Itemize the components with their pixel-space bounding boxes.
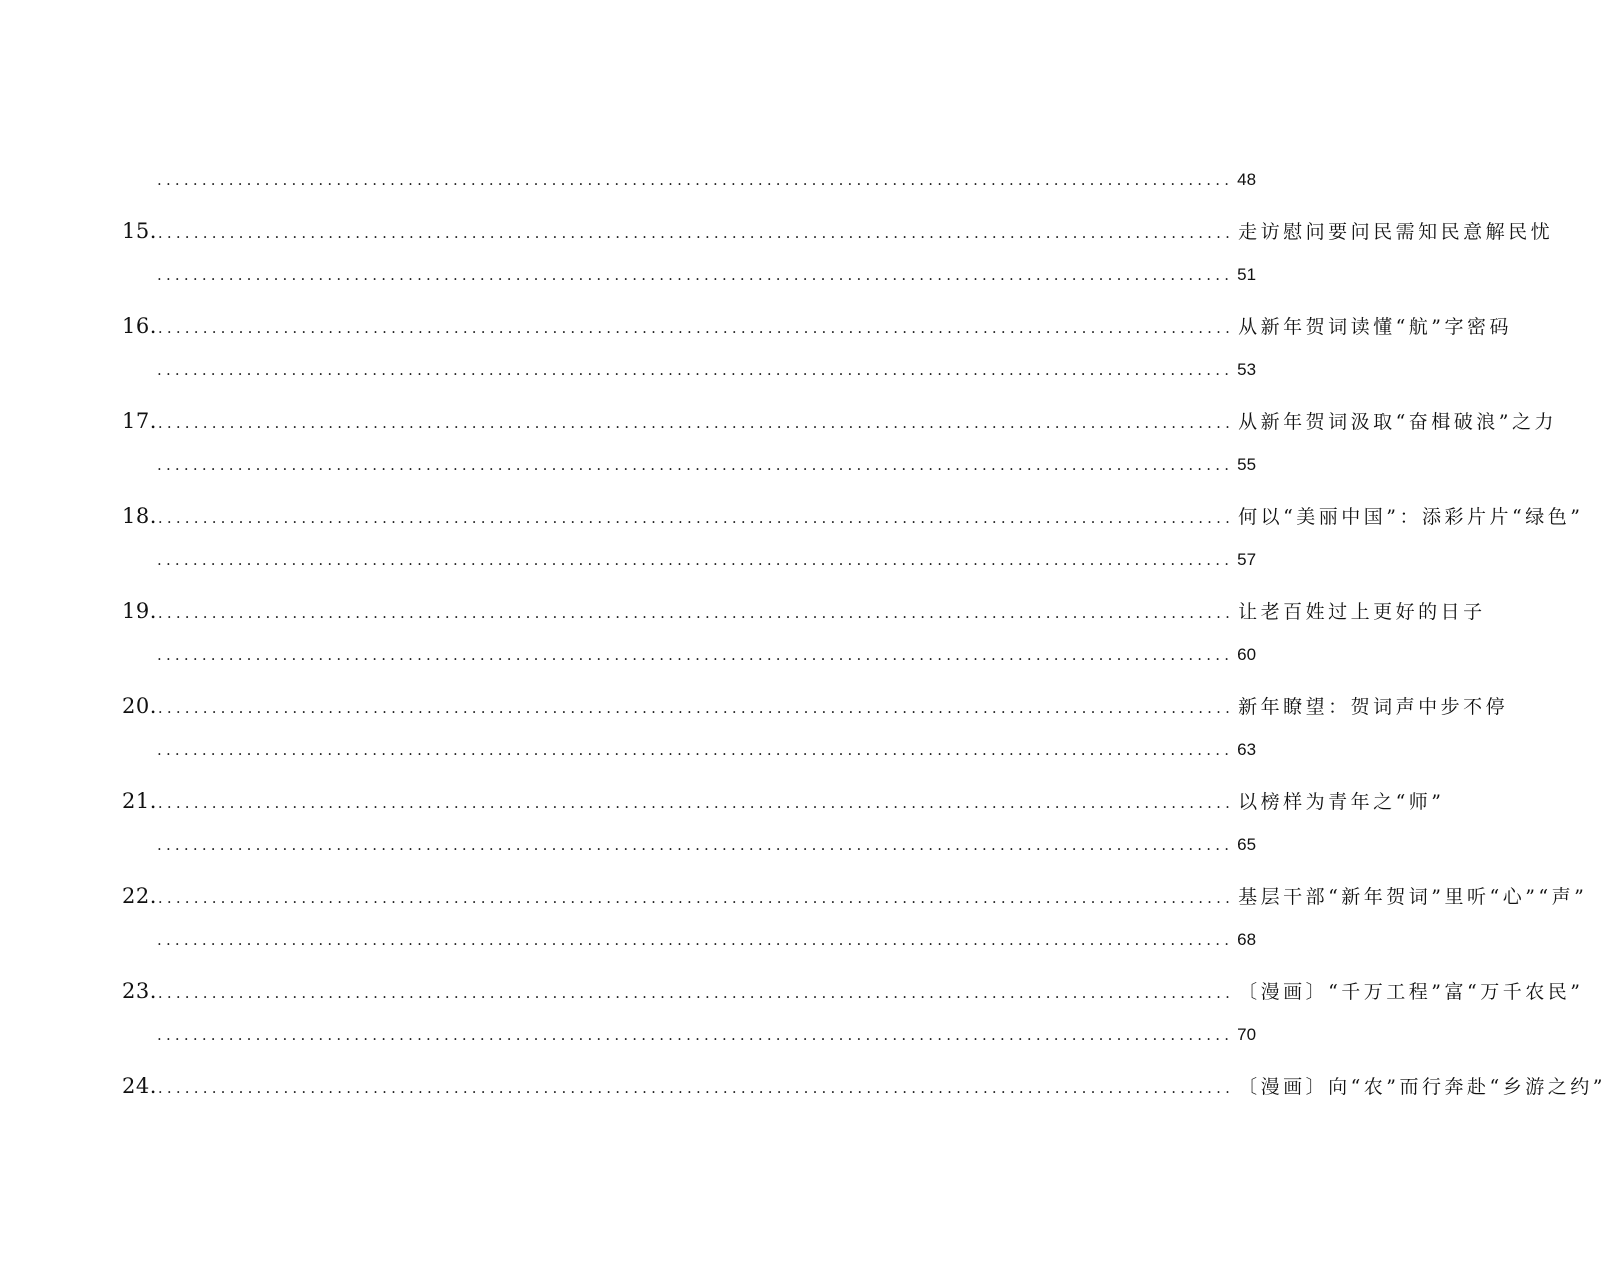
toc-entry-title: 基层干部“新年贺词”里听“心”“声” <box>1238 886 1588 908</box>
toc-entry-number: 21. <box>122 789 157 813</box>
toc-entry-title: 从新年贺词读懂“航”字密码 <box>1238 316 1513 338</box>
toc-entry-number: 20. <box>122 694 157 718</box>
toc-entry-number: 15. <box>122 219 157 243</box>
toc-page-number: 53 <box>1237 360 1257 379</box>
toc-page-line <box>122 930 1257 964</box>
toc-entry-22[interactable] <box>122 882 1588 916</box>
toc-entry-title: 以榜样为青年之“师” <box>1238 791 1445 813</box>
toc-entry-16[interactable] <box>122 312 1513 346</box>
toc-entry-title: 从新年贺词汲取“奋楫破浪”之力 <box>1238 411 1558 433</box>
toc-page-number: 60 <box>1237 645 1257 664</box>
dot-leader: ........................................................................................................................ <box>157 1026 1234 1044</box>
dot-leader: ........................................................................................................................ <box>157 414 1235 432</box>
dot-leader: ........................................................................................................................ <box>157 889 1235 907</box>
toc-entry-23[interactable] <box>122 977 1584 1011</box>
toc-entry-number: 19. <box>122 599 157 623</box>
toc-page-line <box>122 360 1257 394</box>
toc-page-number: 55 <box>1237 455 1257 474</box>
dot-leader: ........................................................................................................................ <box>157 741 1234 759</box>
toc-page-number: 51 <box>1237 265 1257 284</box>
toc-entry-title: 何以“美丽中国”：添彩片片“绿色” <box>1238 506 1584 528</box>
toc-page-number: 70 <box>1237 1025 1257 1044</box>
dot-leader: ........................................................................................................................ <box>157 456 1234 474</box>
toc-page-line <box>122 645 1257 679</box>
toc-entry-21[interactable] <box>122 787 1445 821</box>
toc-entry-title: 〔漫画〕“千万工程”富“万千农民” <box>1238 981 1584 1003</box>
toc-entry-title: 走访慰问要问民需知民意解民忧 <box>1238 221 1554 243</box>
toc-page-line <box>122 740 1257 774</box>
dot-leader: ........................................................................................................................ <box>157 646 1234 664</box>
toc-page-line <box>122 265 1257 299</box>
toc-entry-17[interactable] <box>122 407 1558 441</box>
toc-page-number: 57 <box>1237 550 1257 569</box>
toc-entry-15[interactable] <box>122 217 1554 251</box>
dot-leader: ........................................................................................................................ <box>157 319 1235 337</box>
dot-leader: ........................................................................................................................ <box>157 984 1235 1002</box>
toc-entry-20[interactable] <box>122 692 1509 726</box>
toc-page-number: 48 <box>1237 170 1257 189</box>
dot-leader: ........................................................................................................................ <box>157 1079 1235 1097</box>
dot-leader: ........................................................................................................................ <box>157 931 1234 949</box>
toc-entry-number: 22. <box>122 884 157 908</box>
toc-entry-number: 17. <box>122 409 157 433</box>
toc-page-line <box>122 835 1257 869</box>
toc-entry-number: 16. <box>122 314 157 338</box>
toc-entry-title: 让老百姓过上更好的日子 <box>1238 601 1486 623</box>
toc-entry-number: 18. <box>122 504 157 528</box>
dot-leader: ........................................................................................................................ <box>157 266 1234 284</box>
toc-entry-24[interactable] <box>122 1072 1606 1106</box>
dot-leader: ........................................................................................................................ <box>157 836 1234 854</box>
dot-leader: ........................................................................................................................ <box>157 794 1235 812</box>
toc-page-number: 65 <box>1237 835 1257 854</box>
toc-page-line <box>122 550 1257 584</box>
toc-page-line <box>122 170 1257 204</box>
toc-entry-19[interactable] <box>122 597 1486 631</box>
toc-entry-18[interactable] <box>122 502 1584 536</box>
dot-leader: ........................................................................................................................ <box>157 699 1235 717</box>
toc-page-line <box>122 1025 1257 1059</box>
dot-leader: ........................................................................................................................ <box>157 171 1234 189</box>
toc-page-line <box>122 455 1257 489</box>
toc-page-number: 68 <box>1237 930 1257 949</box>
toc-entry-number: 24. <box>122 1074 157 1098</box>
toc-entry-number: 23. <box>122 979 157 1003</box>
dot-leader: ........................................................................................................................ <box>157 509 1235 527</box>
toc-entry-title: 新年瞭望：贺词声中步不停 <box>1238 696 1509 718</box>
dot-leader: ........................................................................................................................ <box>157 604 1235 622</box>
dot-leader: ........................................................................................................................ <box>157 361 1234 379</box>
toc-page-number: 63 <box>1237 740 1257 759</box>
dot-leader: ........................................................................................................................ <box>157 224 1235 242</box>
dot-leader: ........................................................................................................................ <box>157 551 1234 569</box>
toc-entry-title: 〔漫画〕向“农”而行奔赴“乡游之约” <box>1238 1076 1606 1098</box>
